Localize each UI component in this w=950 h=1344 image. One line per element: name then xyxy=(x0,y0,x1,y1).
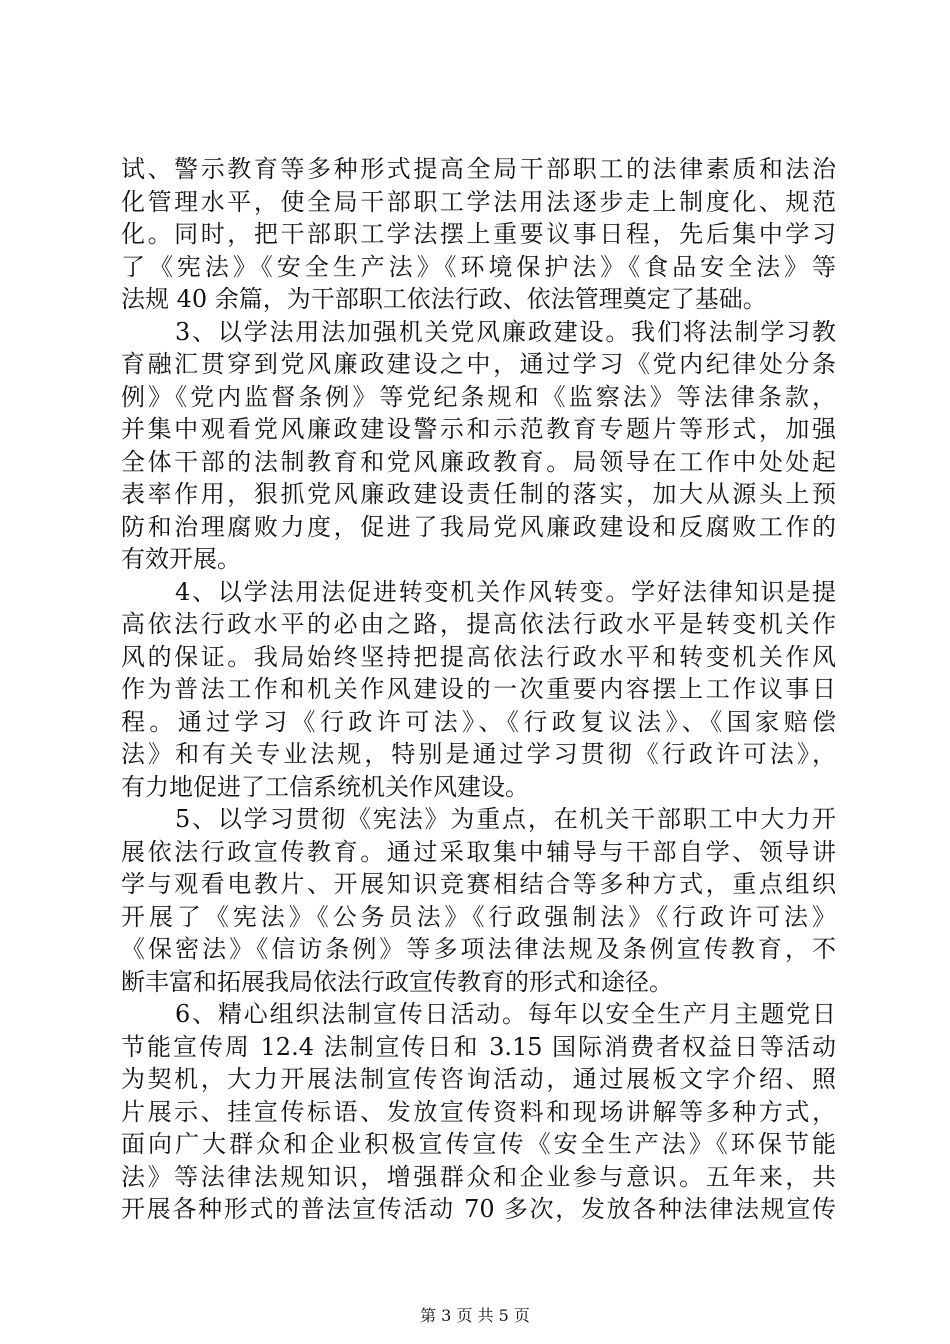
text-line: 5、以学习贯彻《宪法》为重点，在机关干部职工中大力开 xyxy=(175,805,836,833)
text-line: 作为普法工作和机关作风建设的一次重要内容摆上工作议事日 xyxy=(121,675,836,703)
text-line: 程。通过学习《行政许可法》、《行政复议法》、《国家赔偿 xyxy=(121,707,836,736)
text-line: 3、以学法用法加强机关党风廉政建设。我们将法制学习教 xyxy=(175,317,836,346)
paragraph xyxy=(121,998,836,1226)
paragraph xyxy=(121,803,836,998)
text-line: 有力地促进了工信系统机关作风建设。 xyxy=(121,772,529,801)
text-line: 学与观看电教片、开展知识竞赛相结合等多种方式，重点组织 xyxy=(121,870,836,898)
text-line: 法》等法律法规知识，增强群众和企业参与意识。五年来，共 xyxy=(121,1162,836,1191)
text-line: 防和治理腐败力度，促进了我局党风廉政建设和反腐败工作的 xyxy=(121,512,836,541)
document-body xyxy=(121,153,836,1226)
text-line: 片展示、挂宣传标语、发放宣传资料和现场讲解等多种方式， xyxy=(121,1097,836,1126)
text-line: 开展了《宪法》《公务员法》《行政强制法》《行政许可法》 xyxy=(121,902,836,931)
text-line: 试、警示教育等多种形式提高全局干部职工的法律素质和法治 xyxy=(121,155,836,183)
paragraph xyxy=(121,153,836,316)
text-line: 有效开展。 xyxy=(121,545,241,573)
text-line: 化管理水平，使全局干部职工学法用法逐步走上制度化、规范 xyxy=(121,187,836,216)
text-line: 育融汇贯穿到党风廉政建设之中，通过学习《党内纪律处分条 xyxy=(121,350,836,378)
text-line: 展依法行政宣传教育。通过采取集中辅导与干部自学、领导讲 xyxy=(121,837,836,866)
text-line: 为契机，大力开展法制宣传咨询活动，通过展板文字介绍、照 xyxy=(121,1065,836,1093)
text-line: 《保密法》《信访条例》等多项法律法规及条例宣传教育，不 xyxy=(121,935,836,963)
text-line: 面向广大群众和企业积极宣传宣传《安全生产法》《环保节能 xyxy=(121,1130,836,1158)
text-line: 开展各种形式的普法宣传活动 70 多次，发放各种法律法规宣传 xyxy=(121,1195,836,1223)
text-line: 表率作用，狠抓党风廉政建设责任制的落实，加大从源头上预 xyxy=(121,480,836,508)
text-line: 了《宪法》《安全生产法》《环境保护法》《食品安全法》等 xyxy=(121,252,836,281)
text-line: 例》《党内监督条例》等党纪条规和《监察法》等法律条款， xyxy=(121,382,836,411)
text-line: 4、以学法用法促进转变机关作风转变。学好法律知识是提 xyxy=(175,577,836,606)
text-line: 全体干部的法制教育和党风廉政教育。局领导在工作中处处起 xyxy=(121,447,836,476)
text-line: 并集中观看党风廉政建设警示和示范教育专题片等形式，加强 xyxy=(121,415,836,443)
paragraph xyxy=(121,576,836,804)
text-line: 风的保证。我局始终坚持把提高依法行政水平和转变机关作风 xyxy=(121,642,836,671)
paragraph xyxy=(121,316,836,576)
text-line: 断丰富和拓展我局依法行政宣传教育的形式和途径。 xyxy=(121,967,673,996)
text-line: 节能宣传周 12.4 法制宣传日和 3.15 国际消费者权益日等活动 xyxy=(121,1032,836,1061)
text-line: 高依法行政水平的必由之路，提高依法行政水平是转变机关作 xyxy=(121,610,836,638)
text-line: 6、精心组织法制宣传日活动。每年以安全生产月主题党日 xyxy=(175,1000,836,1028)
text-line: 化。同时，把干部职工学法摆上重要议事日程，先后集中学习 xyxy=(121,220,836,248)
page-number-label: 第 3 页 共 5 页 xyxy=(420,1306,530,1325)
text-line: 法规 40 余篇，为干部职工依法行政、依法管理奠定了基础。 xyxy=(121,285,767,313)
text-line: 法》和有关专业法规，特别是通过学习贯彻《行政许可法》， xyxy=(121,740,836,768)
page-footer xyxy=(0,1303,950,1326)
